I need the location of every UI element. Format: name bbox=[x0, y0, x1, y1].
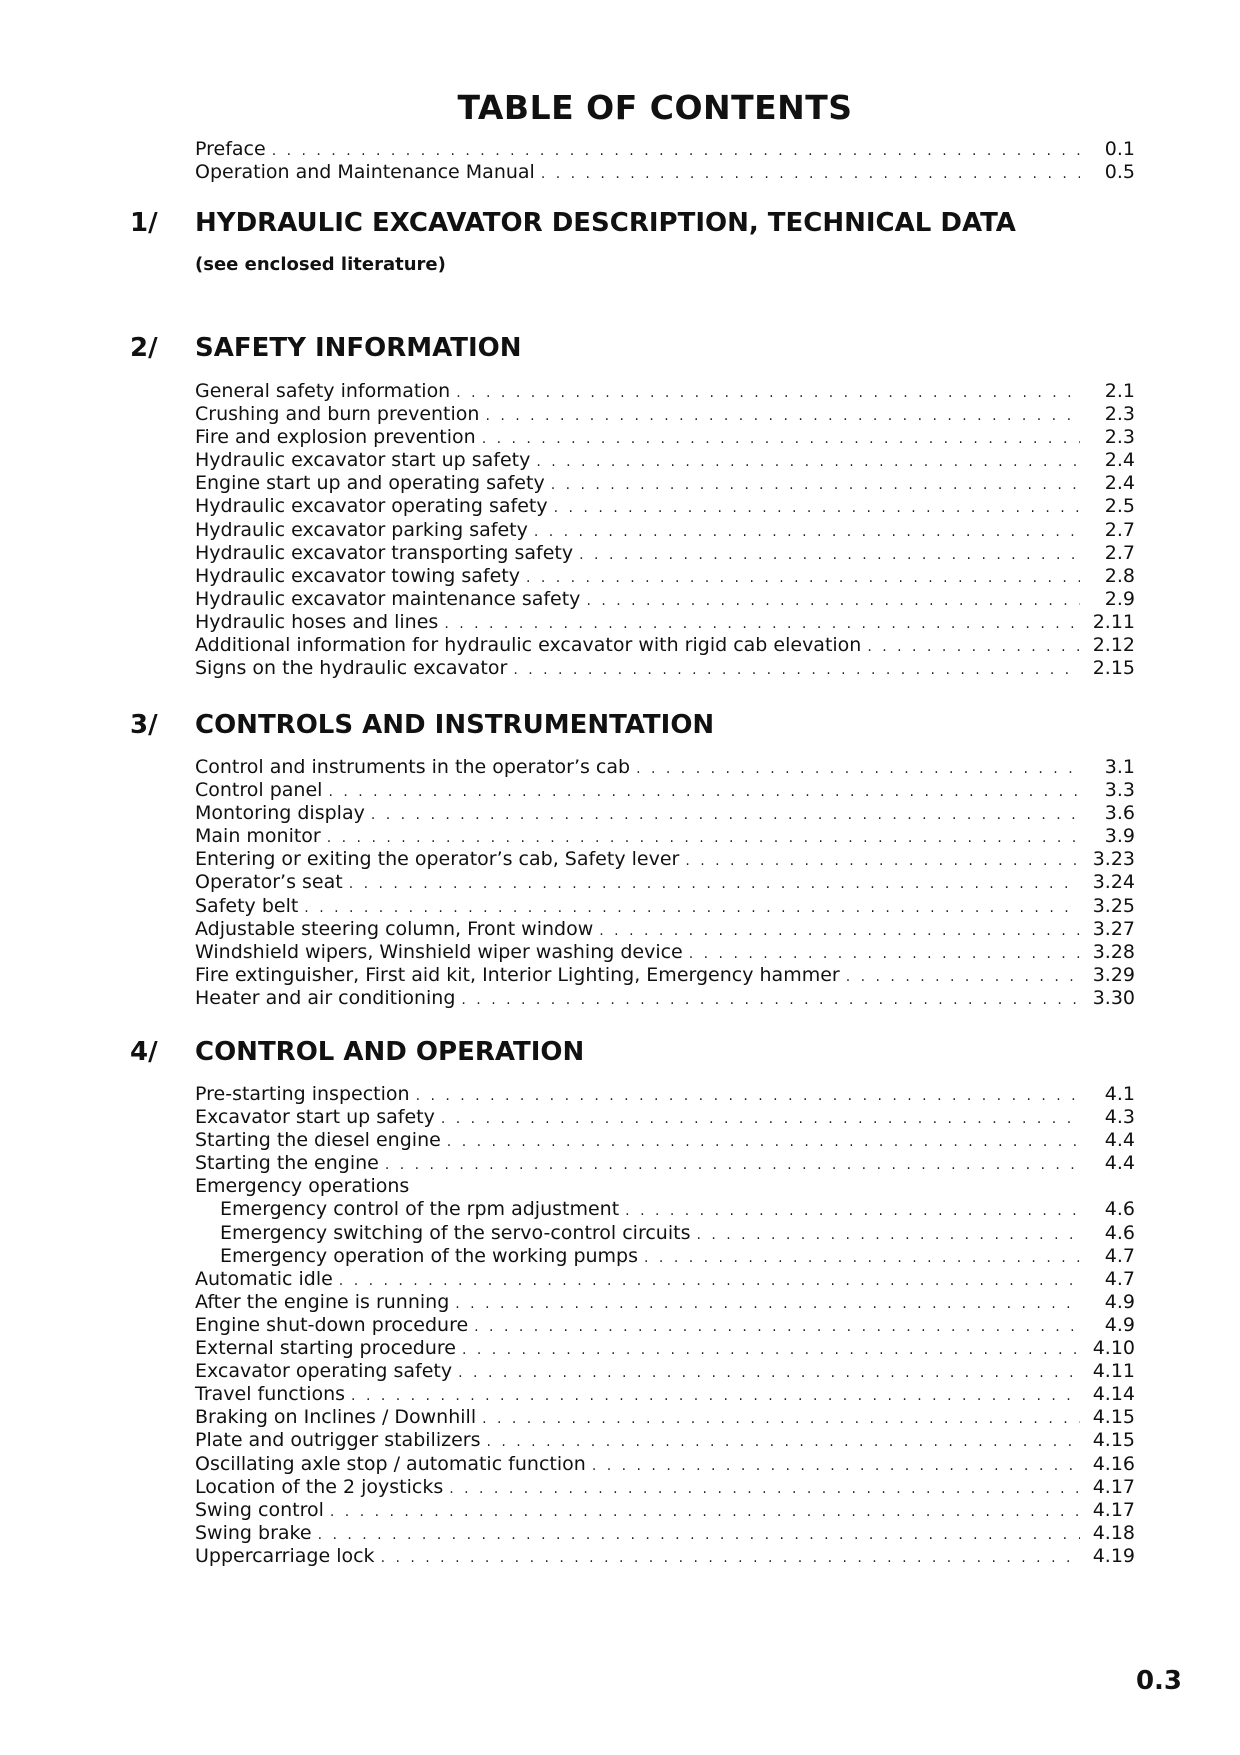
toc-entry-page: 2.15 bbox=[1092, 657, 1135, 680]
toc-entry-title: Swing brake bbox=[195, 1521, 312, 1544]
dot-leader bbox=[339, 1270, 1080, 1293]
toc-entry-page: 3.23 bbox=[1092, 848, 1135, 871]
toc-entry-page: 3.6 bbox=[1104, 802, 1135, 825]
toc-entry-page: 4.6 bbox=[1104, 1198, 1135, 1221]
section-title: CONTROLS AND INSTRUMENTATION bbox=[195, 710, 715, 740]
section-title: HYDRAULIC EXCAVATOR DESCRIPTION, TECHNICAL DATA bbox=[195, 208, 1016, 238]
toc-entry-title: Swing control bbox=[195, 1498, 324, 1521]
toc-entry-title: Uppercarriage lock bbox=[195, 1544, 375, 1567]
section-number: 2/ bbox=[130, 333, 158, 363]
dot-leader bbox=[444, 613, 1080, 636]
dot-leader bbox=[441, 1108, 1080, 1131]
toc-entry-page: 2.4 bbox=[1104, 472, 1135, 495]
toc-entry-title: Additional information for hydraulic excavator with rigid cab elevation bbox=[195, 634, 862, 657]
toc-entry-page: 4.18 bbox=[1092, 1521, 1135, 1544]
dot-leader bbox=[513, 659, 1080, 682]
toc-entry bbox=[195, 1476, 1135, 1499]
toc-entry bbox=[195, 1245, 1135, 1268]
toc-entry-page: 2.1 bbox=[1104, 380, 1135, 402]
toc-entry bbox=[195, 519, 1135, 542]
toc-entry bbox=[195, 1406, 1135, 1429]
toc-entry-title: Hydraulic excavator transporting safety bbox=[195, 541, 574, 564]
dot-leader bbox=[534, 521, 1080, 544]
toc-entry-page: 2.9 bbox=[1104, 587, 1135, 610]
toc-entry-page: 0.5 bbox=[1104, 161, 1135, 184]
toc-entry bbox=[195, 1152, 1135, 1175]
toc-entry bbox=[195, 825, 1135, 848]
dot-leader bbox=[599, 920, 1080, 943]
toc-entry-page: 4.4 bbox=[1104, 1152, 1135, 1175]
toc-entry bbox=[195, 1129, 1135, 1152]
dot-leader bbox=[461, 989, 1080, 1012]
toc-entry-page: 4.17 bbox=[1092, 1498, 1135, 1521]
section-4-entries bbox=[195, 1083, 1135, 1568]
section-number: 3/ bbox=[130, 710, 158, 740]
toc-entry-page: 3.25 bbox=[1092, 894, 1135, 917]
toc-entry bbox=[195, 495, 1135, 518]
toc-entry bbox=[195, 1106, 1135, 1129]
toc-entry-title: Adjustable steering column, Front window bbox=[195, 917, 594, 940]
toc-entry-title: Operation and Maintenance Manual bbox=[195, 161, 535, 184]
toc-entry-page: 4.7 bbox=[1104, 1267, 1135, 1290]
toc-entry-title: General safety information bbox=[195, 380, 451, 402]
toc-entry-title: Emergency control of the rpm adjustment bbox=[220, 1198, 620, 1221]
toc-entry bbox=[195, 756, 1135, 779]
toc-entry-page: 2.7 bbox=[1104, 541, 1135, 564]
toc-entry bbox=[195, 588, 1135, 611]
toc-entry-page: 4.11 bbox=[1092, 1360, 1135, 1383]
toc-entry bbox=[195, 1337, 1135, 1360]
toc-entry-title: Hydraulic excavator start up safety bbox=[195, 449, 531, 472]
toc-entry-page: 3.29 bbox=[1092, 963, 1135, 986]
dot-leader bbox=[327, 827, 1080, 850]
dot-leader bbox=[304, 897, 1080, 920]
toc-entry-title: Signs on the hydraulic excavator bbox=[195, 657, 508, 680]
dot-leader bbox=[456, 382, 1080, 405]
toc-entry bbox=[195, 426, 1135, 449]
toc-entry-page: 4.9 bbox=[1104, 1290, 1135, 1313]
dot-leader bbox=[625, 1200, 1080, 1223]
page-title: TABLE OF CONTENTS bbox=[457, 88, 853, 127]
toc-entry-page: 4.17 bbox=[1092, 1475, 1135, 1498]
toc-entry-page: 4.16 bbox=[1092, 1452, 1135, 1475]
toc-entry-title: Emergency switching of the servo-control circuits bbox=[220, 1221, 691, 1244]
toc-entry bbox=[195, 1083, 1135, 1106]
toc-entry-title: Starting the diesel engine bbox=[195, 1129, 441, 1152]
toc-entry-title: Location of the 2 joysticks bbox=[195, 1475, 444, 1498]
dot-leader bbox=[541, 163, 1080, 186]
toc-entry bbox=[195, 1522, 1135, 1545]
dot-leader bbox=[689, 943, 1080, 966]
dot-leader bbox=[482, 428, 1080, 451]
toc-entry bbox=[195, 542, 1135, 565]
dot-leader bbox=[474, 1316, 1080, 1339]
toc-entry-page: 2.3 bbox=[1104, 403, 1135, 426]
dot-leader bbox=[846, 966, 1080, 989]
toc-entry-page: 2.11 bbox=[1092, 610, 1135, 633]
toc-entry-title: Emergency operation of the working pumps bbox=[220, 1244, 639, 1267]
toc-entry bbox=[195, 161, 1135, 184]
dot-leader bbox=[526, 567, 1080, 590]
toc-entry-page: 3.27 bbox=[1092, 917, 1135, 940]
toc-entry bbox=[195, 1499, 1135, 1522]
toc-entry-title: Windshield wipers, Winshield wiper washing device bbox=[195, 940, 683, 963]
toc-entry bbox=[195, 1429, 1135, 1452]
dot-leader bbox=[636, 758, 1080, 781]
dot-leader bbox=[458, 1362, 1080, 1385]
toc-entry bbox=[195, 1268, 1135, 1291]
dot-leader bbox=[351, 1385, 1080, 1408]
toc-entry-title: Hydraulic excavator maintenance safety bbox=[195, 587, 581, 610]
toc-entry-page: 3.1 bbox=[1104, 756, 1135, 778]
toc-entry bbox=[195, 987, 1135, 1010]
dot-leader bbox=[685, 850, 1080, 873]
page-number: 0.3 bbox=[1135, 1666, 1182, 1696]
dot-leader bbox=[486, 1431, 1080, 1454]
toc-entry bbox=[195, 871, 1135, 894]
toc-entry bbox=[195, 1453, 1135, 1476]
toc-entry-title: Control panel bbox=[195, 779, 323, 802]
dot-leader bbox=[485, 405, 1080, 428]
toc-entry-title: Braking on Inclines / Downhill bbox=[195, 1406, 477, 1429]
toc-entry-page: 4.19 bbox=[1092, 1544, 1135, 1567]
toc-entry-title: Safety belt bbox=[195, 894, 299, 917]
dot-leader bbox=[349, 873, 1080, 896]
section-number: 1/ bbox=[130, 208, 158, 238]
toc-entry-page: 3.30 bbox=[1092, 986, 1135, 1009]
dot-leader bbox=[644, 1247, 1080, 1270]
toc-entry-title: Control and instruments in the operator’s cab bbox=[195, 756, 631, 778]
toc-entry-title: Travel functions bbox=[195, 1383, 346, 1406]
section-number: 4/ bbox=[130, 1037, 158, 1067]
section-subtitle: (see enclosed literature) bbox=[195, 254, 446, 275]
toc-entry bbox=[195, 779, 1135, 802]
dot-leader bbox=[272, 140, 1080, 163]
dot-leader bbox=[385, 1154, 1080, 1177]
front-matter-list bbox=[195, 138, 1135, 184]
toc-entry-page: 2.12 bbox=[1092, 634, 1135, 657]
dot-leader bbox=[318, 1524, 1080, 1547]
toc-entry-page: 2.3 bbox=[1104, 426, 1135, 449]
toc-entry bbox=[195, 634, 1135, 657]
toc-entry-page: 0.1 bbox=[1104, 138, 1135, 160]
dot-leader bbox=[381, 1547, 1080, 1570]
section-2-entries bbox=[195, 380, 1135, 680]
toc-entry bbox=[195, 1198, 1135, 1221]
toc-entry-title: Engine shut-down procedure bbox=[195, 1313, 469, 1336]
toc-entry bbox=[195, 1222, 1135, 1245]
toc-entry-page: 2.5 bbox=[1104, 495, 1135, 518]
section-title: SAFETY INFORMATION bbox=[195, 333, 522, 363]
toc-entry-page: 4.3 bbox=[1104, 1106, 1135, 1129]
toc-entry-title: Pre-starting inspection bbox=[195, 1083, 410, 1105]
toc-entry bbox=[195, 138, 1135, 161]
toc-entry-title: Oscillating axle stop / automatic function bbox=[195, 1452, 586, 1475]
toc-entry bbox=[195, 611, 1135, 634]
toc-entry-title: Hydraulic excavator parking safety bbox=[195, 518, 528, 541]
toc-entry bbox=[195, 1314, 1135, 1337]
toc-entry-page: 3.9 bbox=[1104, 825, 1135, 848]
toc-entry-title: Emergency operations bbox=[195, 1175, 410, 1198]
toc-entry-title: Operator’s seat bbox=[195, 871, 343, 894]
toc-entry-title: Hydraulic excavator operating safety bbox=[195, 495, 548, 518]
toc-entry bbox=[195, 472, 1135, 495]
dot-leader bbox=[447, 1131, 1080, 1154]
toc-entry-page: 4.15 bbox=[1092, 1406, 1135, 1429]
toc-entry-page: 2.7 bbox=[1104, 518, 1135, 541]
toc-entry-page: 4.10 bbox=[1092, 1337, 1135, 1360]
toc-entry-title: Crushing and burn prevention bbox=[195, 403, 480, 426]
toc-entry-page: 3.3 bbox=[1104, 779, 1135, 802]
dot-leader bbox=[592, 1455, 1080, 1478]
toc-entry-page: 4.14 bbox=[1092, 1383, 1135, 1406]
toc-entry-page: 4.7 bbox=[1104, 1244, 1135, 1267]
toc-entry bbox=[195, 565, 1135, 588]
dot-leader bbox=[449, 1478, 1080, 1501]
toc-entry-title: Main monitor bbox=[195, 825, 321, 848]
dot-leader bbox=[579, 544, 1080, 567]
toc-entry-title: External starting procedure bbox=[195, 1337, 456, 1360]
toc-entry bbox=[195, 1360, 1135, 1383]
dot-leader bbox=[551, 474, 1080, 497]
toc-entry-page: 4.6 bbox=[1104, 1221, 1135, 1244]
toc-entry-page: 4.4 bbox=[1104, 1129, 1135, 1152]
toc-entry-title: After the engine is running bbox=[195, 1290, 450, 1313]
dot-leader bbox=[554, 497, 1080, 520]
dot-leader bbox=[696, 1224, 1080, 1247]
toc-entry bbox=[195, 918, 1135, 941]
toc-entry-page: 3.24 bbox=[1092, 871, 1135, 894]
toc-entry bbox=[195, 1383, 1135, 1406]
section-3-entries bbox=[195, 756, 1135, 1010]
toc-entry-title: Fire and explosion prevention bbox=[195, 426, 476, 449]
toc-entry-title: Hydraulic hoses and lines bbox=[195, 610, 439, 633]
dot-leader bbox=[455, 1293, 1080, 1316]
dot-leader bbox=[462, 1339, 1080, 1362]
toc-entry-title: Starting the engine bbox=[195, 1152, 379, 1175]
toc-entry-page: 4.9 bbox=[1104, 1313, 1135, 1336]
toc-entry bbox=[195, 941, 1135, 964]
toc-entry bbox=[195, 380, 1135, 403]
toc-entry bbox=[195, 1545, 1135, 1568]
dot-leader bbox=[371, 804, 1080, 827]
toc-entry-title: Excavator start up safety bbox=[195, 1106, 435, 1129]
toc-entry-page: 3.28 bbox=[1092, 940, 1135, 963]
toc-entry-title: Preface bbox=[195, 138, 266, 160]
toc-entry-page: 2.8 bbox=[1104, 564, 1135, 587]
dot-leader bbox=[416, 1085, 1080, 1108]
toc-entry-title: Plate and outrigger stabilizers bbox=[195, 1429, 481, 1452]
toc-entry bbox=[195, 848, 1135, 871]
toc-entry bbox=[195, 657, 1135, 680]
toc-entry bbox=[195, 1175, 1135, 1198]
toc-entry bbox=[195, 802, 1135, 825]
toc-entry-title: Entering or exiting the operator’s cab, Safety lever bbox=[195, 848, 680, 871]
toc-entry-page: 2.4 bbox=[1104, 449, 1135, 472]
dot-leader bbox=[867, 636, 1080, 659]
toc-entry-title: Fire extinguisher, First aid kit, Interior Lighting, Emergency hammer bbox=[195, 963, 840, 986]
toc-entry-title: Excavator operating safety bbox=[195, 1360, 453, 1383]
toc-entry bbox=[195, 964, 1135, 987]
toc-entry-title: Automatic idle bbox=[195, 1267, 333, 1290]
dot-leader bbox=[482, 1408, 1080, 1431]
toc-entry-title: Hydraulic excavator towing safety bbox=[195, 564, 520, 587]
toc-entry bbox=[195, 403, 1135, 426]
toc-entry bbox=[195, 895, 1135, 918]
section-title: CONTROL AND OPERATION bbox=[195, 1037, 585, 1067]
toc-entry-title: Engine start up and operating safety bbox=[195, 472, 545, 495]
toc-entry bbox=[195, 449, 1135, 472]
dot-leader bbox=[586, 590, 1080, 613]
toc-entry bbox=[195, 1291, 1135, 1314]
dot-leader bbox=[330, 1501, 1080, 1524]
toc-entry-page: 4.1 bbox=[1104, 1083, 1135, 1105]
toc-entry-page: 4.15 bbox=[1092, 1429, 1135, 1452]
dot-leader bbox=[328, 781, 1080, 804]
toc-entry-title: Heater and air conditioning bbox=[195, 986, 456, 1009]
toc-entry-title: Montoring display bbox=[195, 802, 365, 825]
dot-leader bbox=[536, 451, 1080, 474]
